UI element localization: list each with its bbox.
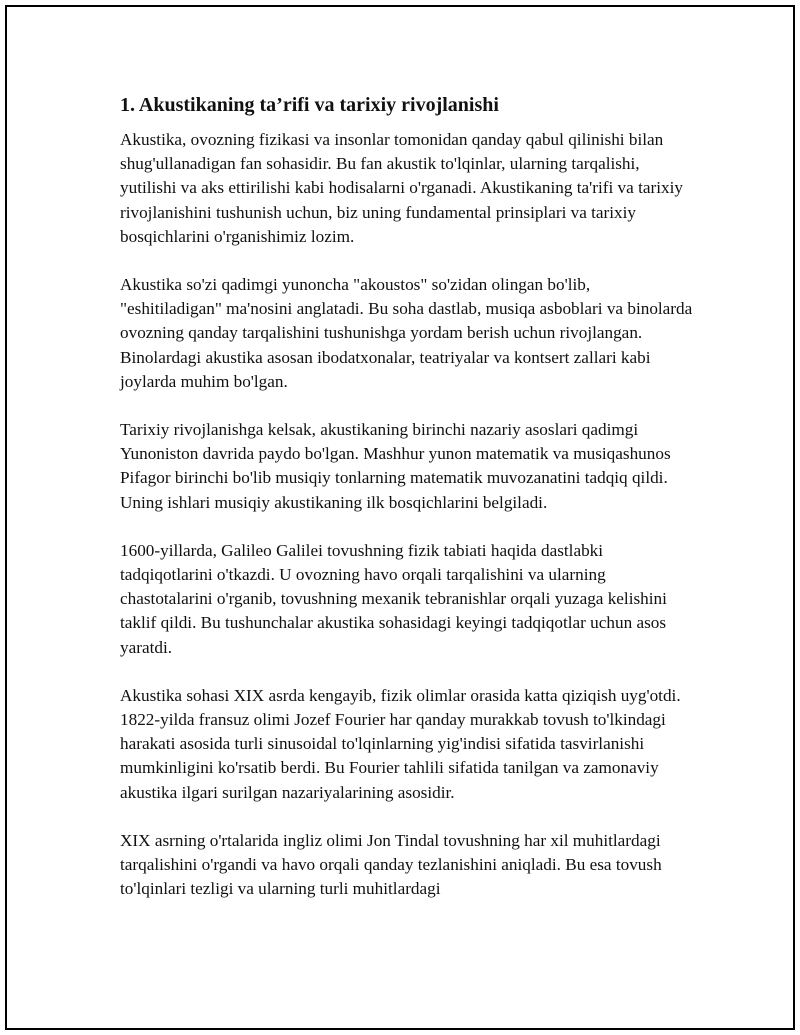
paragraph-galileo: 1600-yillarda, Galileo Galilei tovushning fizik tabiati haqida dastlabki tadqiqotlarini o'tkazdi. U ovozning havo orqali tarqalishini va ularning chastotalarini o'rganib, tovushning mexanik tebranishlar orqali yuzaga kelishini taklif qildi. Bu tushunchalar akustika sohasidagi keyingi tadqiqotlar uchun asos yaratdi. xyxy=(120,540,667,657)
document-body xyxy=(120,92,695,925)
page-frame xyxy=(5,5,795,1030)
section-heading: 1. Akustikaning ta’rifi va tarixiy rivojlanishi xyxy=(120,94,499,116)
paragraph-etymology: Akustika so'zi qadimgi yunoncha "akoustos" so'zidan olingan bo'lib, "eshitiladigan" ma'nosini anglatadi. Bu soha dastlab, musiqa asboblari va binolarda ovozning qanday tarqalishini tushunishga yordam berish uchun rivojlangan. Binolardagi akustika asosan ibodatxonalar, teatriyalar va kontsert zallari kabi joylarda muhim bo'lgan. xyxy=(120,275,693,391)
paragraph-tyndall: XIX asrning o'rtalarida ingliz olimi Jon Tindal tovushning har xil muhitlardagi tarqalishini o'rgandi va havo orqali qanday tezlanishini aniqladi. Bu esa tovush to'lqinlari tezligi va ularning turli muhitlardagi xyxy=(120,830,662,899)
paragraph-ancient-greece: Tarixiy rivojlanishga kelsak, akustikaning birinchi nazariy asoslari qadimgi Yunoniston davrida paydo bo'lgan. Mashhur yunon matematik va musiqashunos Pifagor birinchi bo'lib musiqiy tonlarning matematik muvozanatini tadqiq qildi. Uning ishlari musiqiy akustikaning ilk bosqichlarini belgiladi. xyxy=(120,420,671,512)
paragraph-definition: Akustika, ovozning fizikasi va insonlar tomonidan qanday qabul qilinishi bilan shug'ullanadigan fan sohasidir. Bu fan akustik to'lqinlar, ularning tarqalishi, yutilishi va aks ettirilishi kabi hodisalarni o'rganadi. Akustikaning ta'rifi va tarixiy rivojlanishini tushunish uchun, biz uning fundamental prinsiplari va tarixiy bosqichlarini o'rganishimiz lozim. xyxy=(120,130,683,246)
paragraph-fourier: Akustika sohasi XIX asrda kengayib, fizik olimlar orasida katta qiziqish uyg'otdi. 1822-yilda fransuz olimi Jozef Fourier har qanday murakkab tovush to'lkindagi harakati asosida turli sinusoidal to'lqinlarning yig'indisi sifatida tasvirlanishi mumkinligini ko'rsatib berdi. Bu Fourier tahlili sifatida tanilgan va zamonaviy akustika ilgari surilgan nazariyalarining asosidir. xyxy=(120,685,681,802)
